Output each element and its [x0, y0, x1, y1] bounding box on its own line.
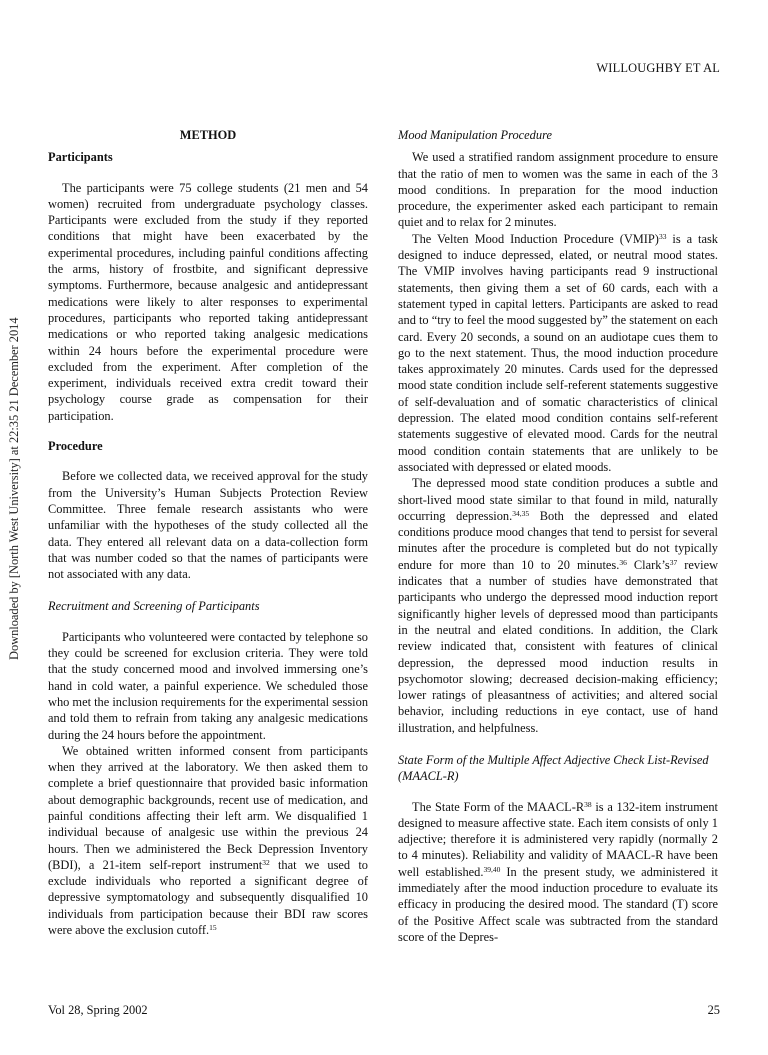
text-span: The Velten Mood Induction Procedure (VMIP) — [412, 231, 659, 246]
paragraph-mood-3 — [398, 475, 718, 736]
citation-ref: 36 — [619, 557, 627, 567]
text-span: Clark’s — [626, 557, 670, 572]
heading-participants: Participants — [48, 150, 113, 165]
heading-procedure: Procedure — [48, 439, 103, 454]
citation-ref: 32 — [262, 857, 270, 867]
heading-recruitment: Recruitment and Screening of Participants — [48, 599, 260, 614]
paragraph-state-form — [398, 799, 718, 946]
text-span: is a task designed to induce depressed, elated, or neutral mood states. The VMIP involves having participants read 9 instructional statements, then giving them a set of 60 cards, each with a statement typed in capital letters. Participants are asked to read and to “try to feel the mood suggested by” the statement on each card. Every 20 seconds, a sound on an audiotape cues them to go to the next statement. Thus, the mood induction procedure takes approximately 20 minutes. Cards used for the depressed mood state condition include self-referent statements suggestive of self-devaluation and of somatic characteristics of clinical depression. The elated mood condition contains self-referent statements suggestive of elevated mood. Cards for the neutral mood condition contain statements that are unlikely to be associated with depressed or elated moods. — [398, 231, 718, 474]
citation-ref: 15 — [209, 923, 217, 933]
section-title-method: METHOD — [179, 128, 237, 142]
download-watermark: Downloaded by [North West University] at 22:35 21 December 2014 — [7, 317, 21, 660]
text-span: The State Form of the MAACL-R — [412, 799, 585, 814]
footer-journal: Vol 28, Spring 2002 — [48, 1003, 148, 1017]
paragraph-procedure: Before we collected data, we received approval for the study from the University’s Human Subjects Protection Review Committee. Three female research assistants who were unfamiliar with the hypotheses of the study collected all the data. They entered all relevant data on a data-collection form that was number coded so that the names of participants were not associated with any data. — [48, 469, 368, 582]
paragraph-participants: The participants were 75 college students (21 men and 54 women) recruited from undergraduate psychology classes. Participants were excluded from the study if they reported conditions that might have been exacerbated by the experimental procedures, including painful conditions affecting the arms, history of frostbite, and significant depressive symptoms. Furthermore, because analgesic and antidepressant medications were likely to alter responses to experimental procedures, participants who reported taking antidepressant medications or who reported taking analgesic medications within 24 hours before the experimental procedure were excluded from the experiment. After completion of the experiment, individuals received extra credit toward their psychology course grade as compensation for their participation. — [48, 180, 368, 423]
paragraph-recruitment-1: Participants who volunteered were contacted by telephone so they could be screened for exclusion criteria. They were told that the study concerned mood and involved immersing one’s hand in cold water, a painful experience. We scheduled those who met the inclusion requirements for the experimental session and told them to refrain from taking any analgesic medications during the 24 hours before the appointment. — [48, 629, 369, 742]
text-span: The depressed mood state condition produces a subtle and short-lived mood state similar to that found in mild, naturally occurring depression. — [398, 476, 718, 523]
paragraph-recruitment-2 — [48, 743, 368, 939]
text-span: that we used to exclude individuals who reported a significant degree of depressive symptomatology and subsequently disqualified 10 individuals from participation because their BDI raw scores were above the exclusion cutoff. — [48, 857, 368, 938]
citation-ref: 34,35 — [512, 508, 530, 518]
running-head: WILLOUGHBY ET AL — [596, 61, 720, 75]
paragraph-mood-2 — [398, 231, 718, 475]
citation-ref: 37 — [669, 557, 678, 567]
paragraph-mood-1: We used a stratified random assignment procedure to ensure that the ratio of men to women was the same in each of the 3 mood conditions. In preparation for the mood induction procedure, the experimenter asked each participant to remain quiet and to relax for 2 minutes. — [398, 150, 718, 230]
heading-state-form: State Form of the Multiple Affect Adjective Check List-Revised (MAACL-R) — [398, 752, 709, 784]
citation-ref: 33 — [658, 231, 667, 241]
text-span: We obtained written informed consent from participants when they arrived at the laboratory. We then asked them to complete a brief questionnaire that provided basic information about demographic backgrounds, recent use of medication, and painful conditions affecting their left arm. We disqualified 1 individual because of analgesic use within the previous 24 hours. Then we administered the Beck Depression Inventory (BDI), a 21-item self-report instrument — [48, 743, 368, 872]
citation-ref: 38 — [584, 799, 592, 809]
footer-page-number: 25 — [707, 1003, 720, 1017]
text-span: is a 132-item instrument designed to measure affective state. Each item consists of only 1 adjective; therefore it is administered very rapidly (normally 2 to 4 minutes). Reliability and validity of MAACL-R have been well established. — [398, 799, 718, 879]
citation-ref: 39,40 — [483, 864, 501, 874]
text-span: review indicates that a number of studies have demonstrated that participants who undergo the depressed mood induction report significantly higher levels of depressed mood than participants in the neutral and elated conditions. In addition, the Clark review indicated that, consistent with features of clinical depression, the depressed mood induction results in psychomotor slowing; decreased decision-making efficiency; lower ratings of pleasantness of activities; and altered social behavior, including reductions in eye contact, use of hand illustration, and helpfulness. — [398, 557, 719, 735]
text-span: Both the depressed and elated conditions produce mood changes that tend to persist for several minutes after the procedure is completed but do not typically endure for more than 10 to 20 minutes. — [398, 508, 718, 572]
left-column — [48, 127, 368, 938]
text-span: In the present study, we administered it immediately after the mood induction procedure to evaluate its efficacy in producing the desired mood. The standard (T) score of the Positive Affect scale was subtracted from the standard score of the Depres- — [398, 864, 718, 944]
heading-mood-manipulation: Mood Manipulation Procedure — [398, 128, 552, 142]
right-column — [398, 127, 718, 945]
